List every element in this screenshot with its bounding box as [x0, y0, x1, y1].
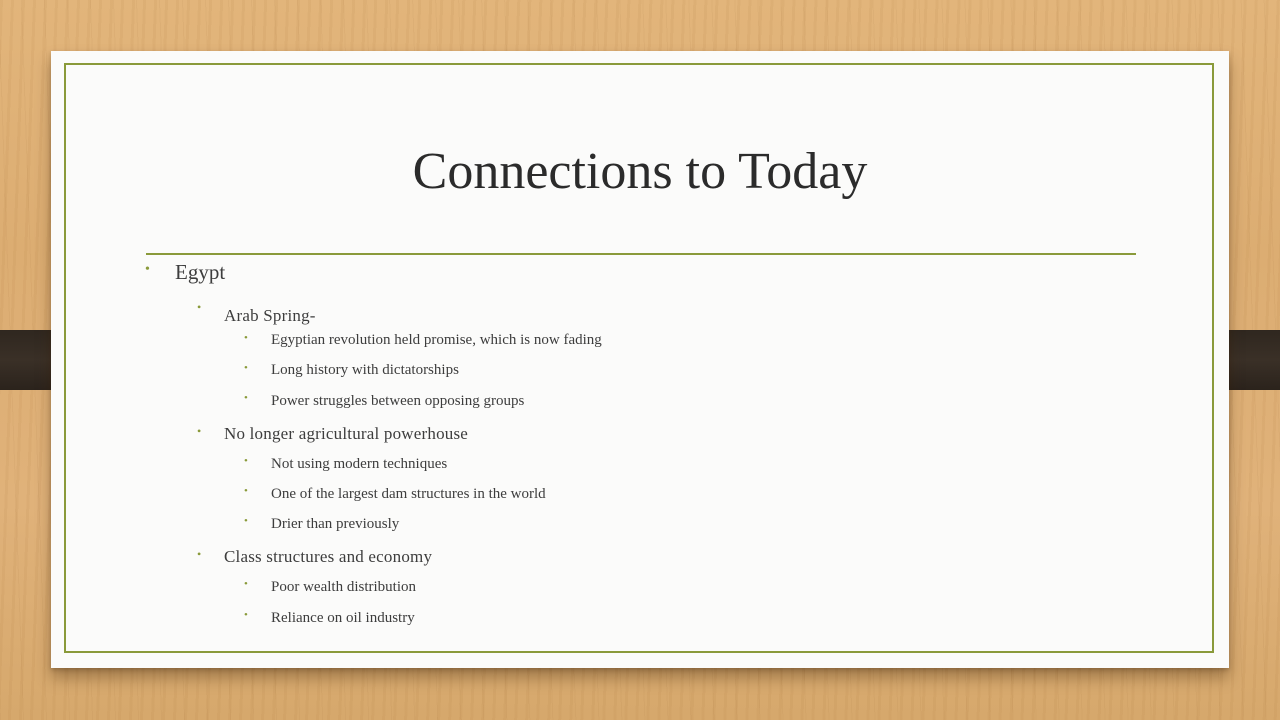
bullet-level3-item: Egyptian revolution held promise, which is now fading [271, 332, 602, 348]
bullet-level2-arab-spring: Arab Spring- [224, 306, 316, 325]
slide-card [51, 51, 1229, 668]
bullet-dot: • [244, 515, 248, 527]
bullet-dot: • [197, 424, 202, 438]
bullet-level3-item: Power struggles between opposing groups [271, 393, 525, 409]
bullet-level3-item: Poor wealth distribution [271, 579, 416, 595]
bullet-dot: • [197, 300, 202, 314]
bullet-dot: • [244, 455, 248, 467]
bullet-dot: • [244, 578, 248, 590]
bullet-dot: • [244, 485, 248, 497]
slide-title: Connections to Today [412, 143, 868, 200]
bullet-level3-item: Not using modern techniques [271, 456, 448, 472]
bullet-dot: • [197, 547, 202, 561]
bullet-level3-item: Drier than previously [271, 516, 400, 532]
bullet-level3-item: One of the largest dam structures in the world [271, 486, 546, 502]
bullet-dot: • [244, 609, 248, 621]
bullet-level2-class-structures: Class structures and economy [224, 547, 433, 566]
bullet-dot: • [244, 362, 248, 374]
bullet-dot: • [145, 262, 150, 277]
bullet-level2-agriculture: No longer agricultural powerhouse [224, 424, 469, 443]
bullet-level3-item: Long history with dictatorships [271, 362, 459, 378]
bullet-level1-egypt: Egypt [175, 260, 226, 284]
bullet-dot: • [244, 332, 248, 344]
bullet-dot: • [244, 392, 248, 404]
bullet-level3-item: Reliance on oil industry [271, 610, 415, 626]
bullet-list [51, 51, 1229, 668]
